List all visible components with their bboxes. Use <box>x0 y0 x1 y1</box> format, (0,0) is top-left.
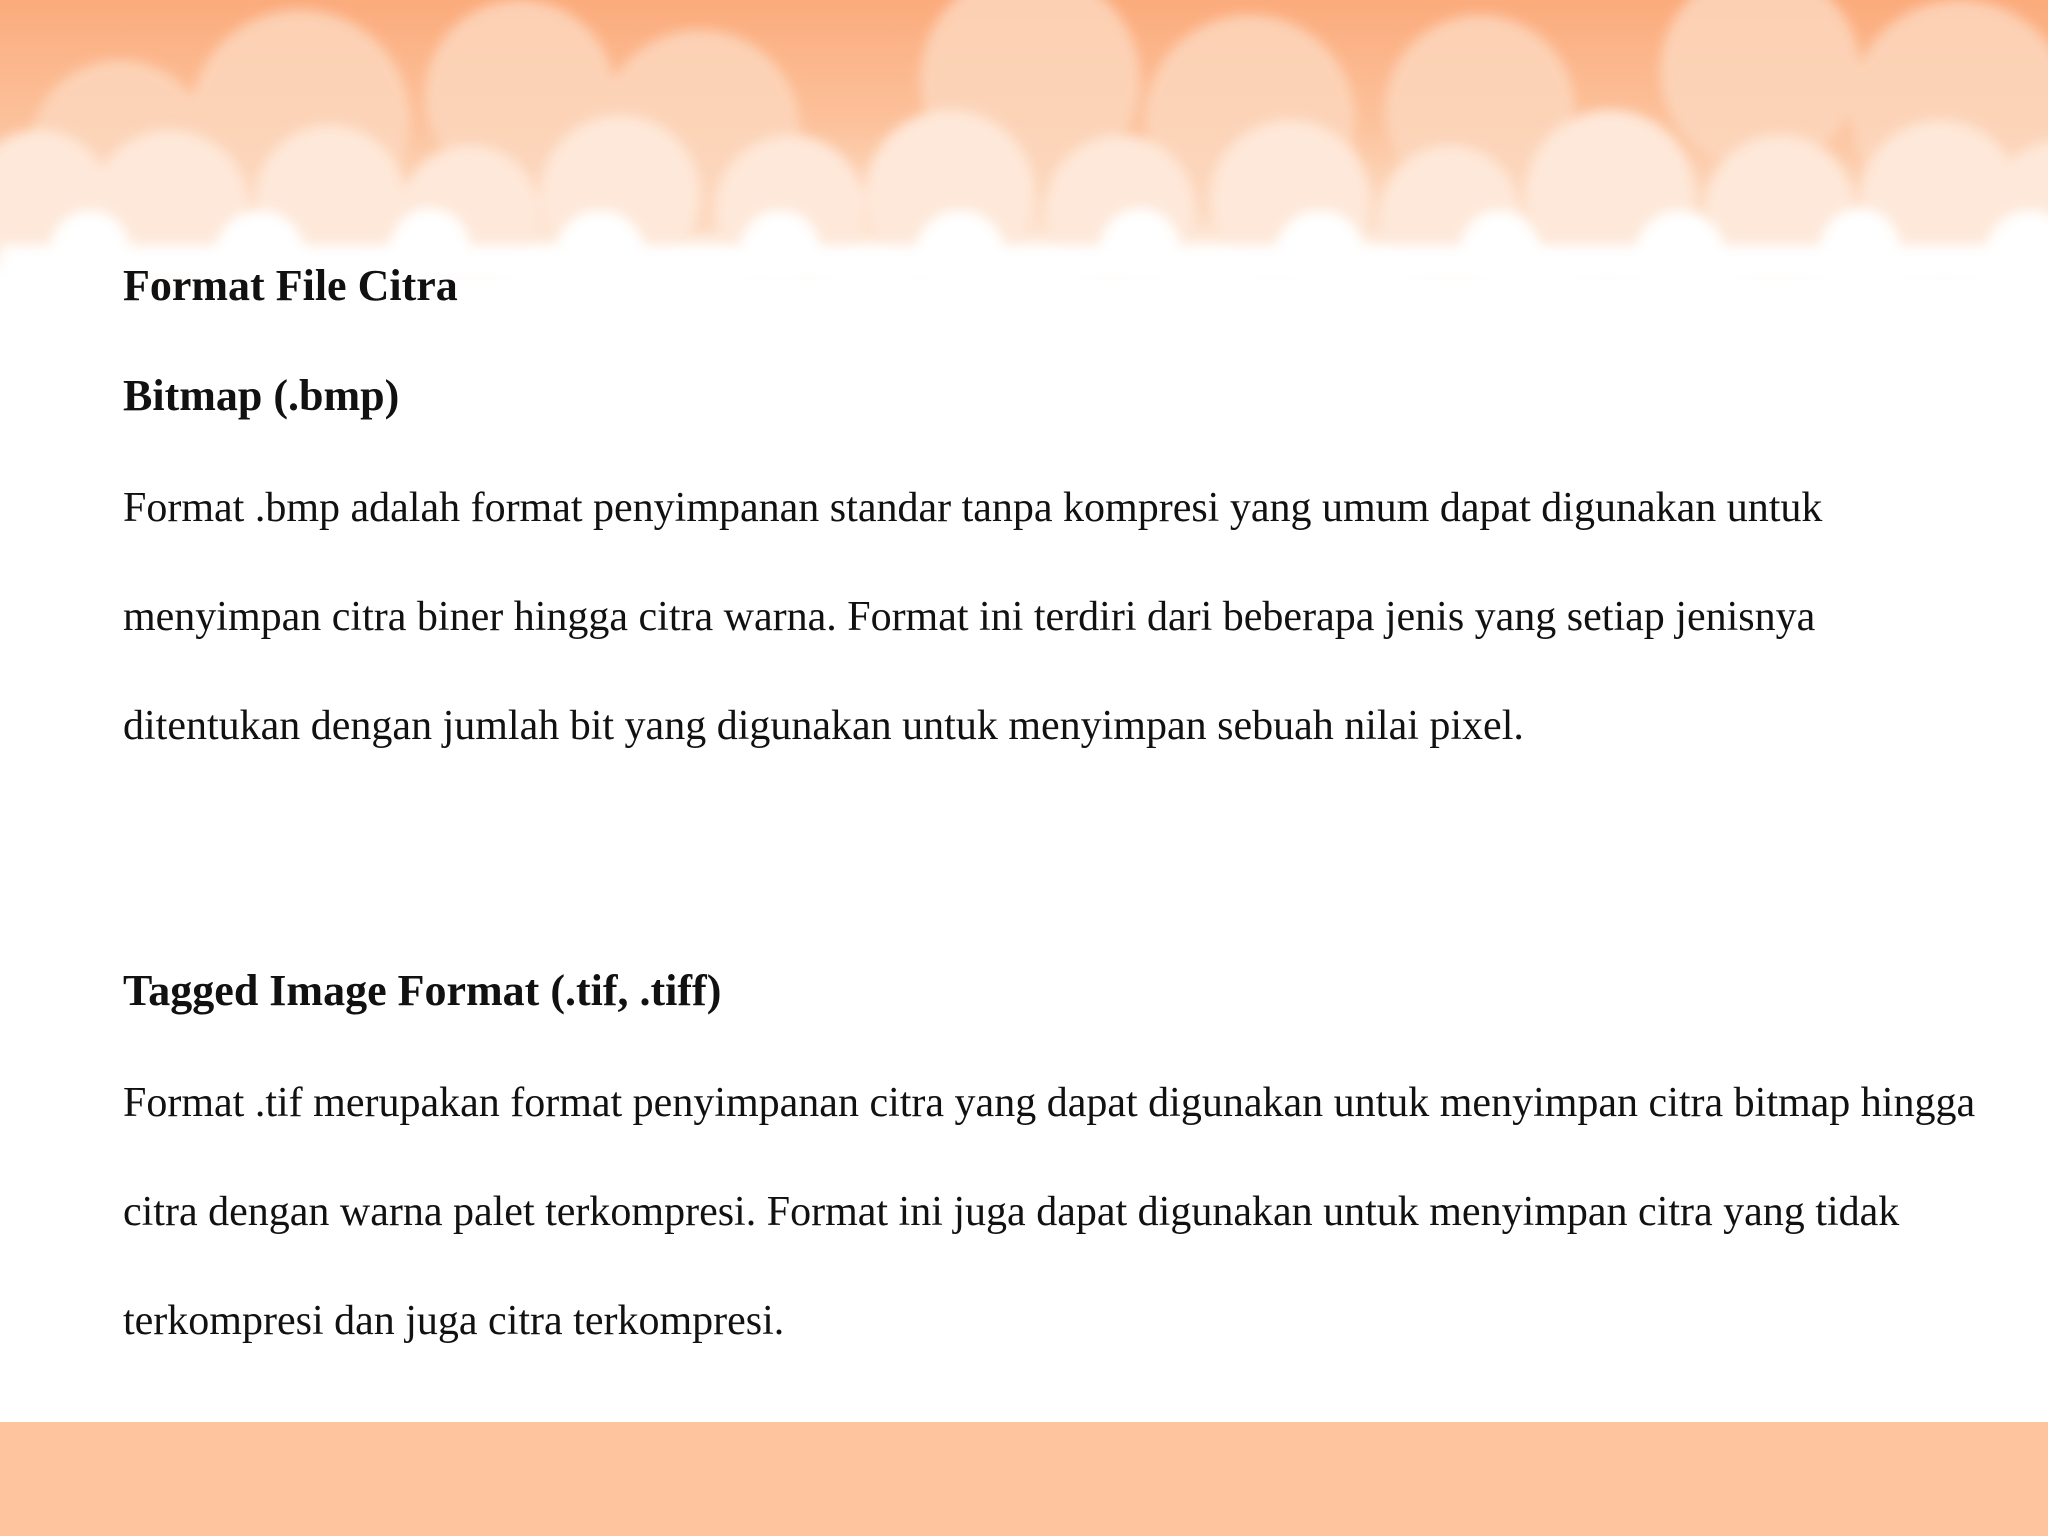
slide-title: Format File Citra <box>123 261 458 310</box>
section-heading-bitmap: Bitmap (.bmp) <box>123 371 400 420</box>
cloud-banner <box>0 0 2048 280</box>
footer-band <box>0 1422 2048 1536</box>
section-body-tiff: Format .tif merupakan format penyimpanan citra yang dapat digunakan untuk menyimpan citra bitmap hingga citra dengan warna palet terkompresi. Format ini juga dapat digunakan untuk menyimpan citra yang tidak terkompresi dan juga citra terkompresi. <box>123 1080 1976 1344</box>
slide-content <box>123 250 1983 1376</box>
section-body-bitmap: Format .bmp adalah format penyimpanan standar tanpa kompresi yang umum dapat digunakan untuk menyimpan citra biner hingga citra warna. Format ini terdiri dari beberapa jenis yang setiap jenisnya ditentukan dengan jumlah bit yang digunakan untuk menyimpan sebuah nilai pixel. <box>123 485 1823 749</box>
section-heading-tiff: Tagged Image Format (.tif, .tiff) <box>123 966 722 1015</box>
